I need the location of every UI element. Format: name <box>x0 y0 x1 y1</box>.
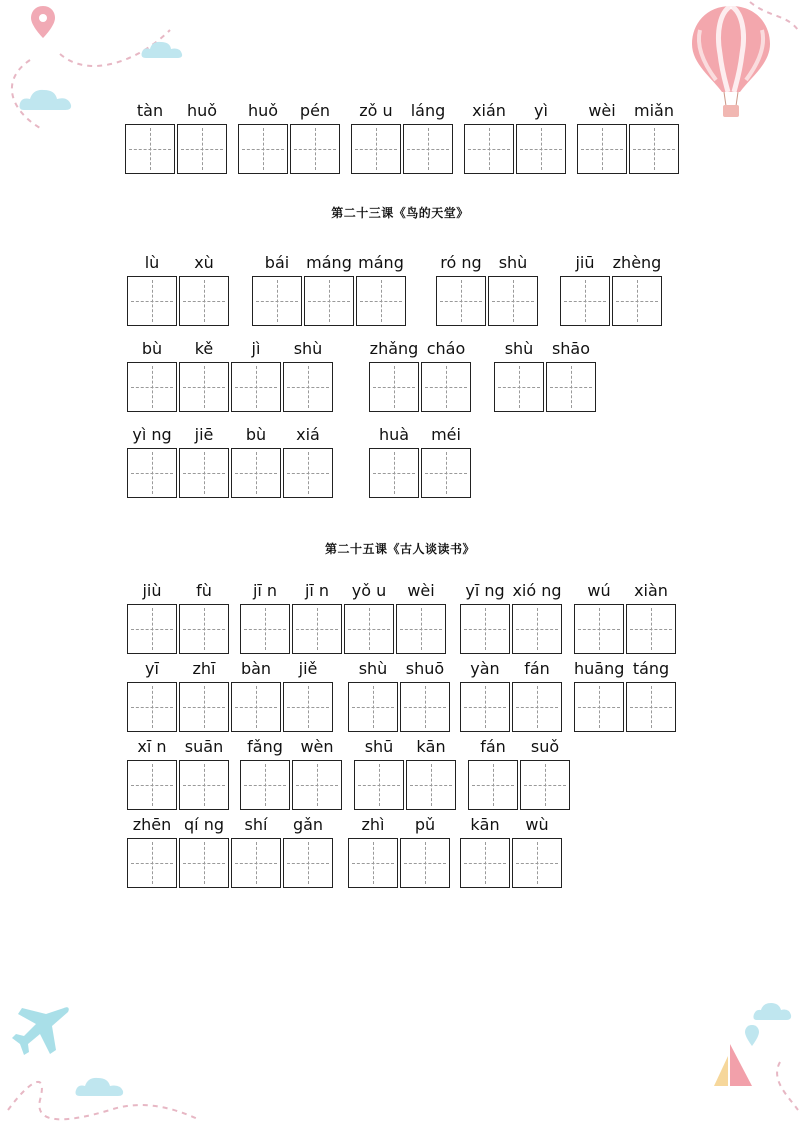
pinyin-label: yàn <box>470 659 500 678</box>
writing-grid <box>348 682 450 732</box>
cloud-icon <box>140 38 184 60</box>
tianzige-cell <box>231 448 281 498</box>
tianzige-cell <box>290 124 340 174</box>
lesson-title-23: 第二十三课《鸟的天堂》 <box>331 206 469 220</box>
pinyin-label: kě <box>194 339 214 358</box>
writing-grid <box>252 276 406 326</box>
tianzige-cell <box>369 362 419 412</box>
pinyin-label: shí <box>244 815 268 834</box>
writing-grid <box>127 682 333 732</box>
pinyin-label: láng <box>410 101 446 120</box>
word-row <box>0 658 800 738</box>
pinyin-label: yǒ u <box>351 581 387 600</box>
pinyin-label: kān <box>416 737 446 756</box>
writing-grid <box>574 682 676 732</box>
cloud-icon <box>74 1074 126 1098</box>
pinyin-label: suān <box>184 737 224 756</box>
writing-grid <box>460 838 562 888</box>
tianzige-cell <box>283 682 333 732</box>
tianzige-cell <box>179 838 229 888</box>
pinyin-label: fán <box>524 659 550 678</box>
pinyin-label: shāo <box>551 339 591 358</box>
writing-grid <box>460 682 562 732</box>
pinyin-label: yī <box>145 659 159 678</box>
tianzige-cell <box>403 124 453 174</box>
tianzige-cell <box>127 276 177 326</box>
tianzige-cell <box>348 838 398 888</box>
tianzige-cell <box>421 362 471 412</box>
writing-grid <box>464 124 566 174</box>
writing-grid <box>369 448 471 498</box>
writing-grid <box>240 760 342 810</box>
writing-grid <box>348 838 450 888</box>
writing-grid <box>436 276 538 326</box>
tianzige-cell <box>488 276 538 326</box>
tianzige-cell <box>283 362 333 412</box>
tianzige-cell <box>179 682 229 732</box>
tianzige-cell <box>369 448 419 498</box>
pinyin-label: wèn <box>300 737 334 756</box>
writing-grid <box>127 838 333 888</box>
writing-grid <box>574 604 676 654</box>
writing-grid <box>369 362 471 412</box>
pinyin-label: miǎn <box>634 101 674 120</box>
tianzige-cell <box>468 760 518 810</box>
writing-grid <box>127 276 229 326</box>
pinyin-label: jiù <box>142 581 162 600</box>
tianzige-cell <box>127 362 177 412</box>
tianzige-cell <box>512 838 562 888</box>
tianzige-cell <box>283 838 333 888</box>
tianzige-cell <box>252 276 302 326</box>
pinyin-label: shù <box>498 253 528 272</box>
pinyin-label: huǒ <box>247 101 279 120</box>
tianzige-cell <box>574 604 624 654</box>
writing-grid <box>127 760 229 810</box>
pinyin-label: fù <box>196 581 212 600</box>
dashed-path-decoration <box>740 0 800 40</box>
tianzige-cell <box>354 760 404 810</box>
pinyin-label: xián <box>472 101 506 120</box>
pinyin-label: wú <box>587 581 611 600</box>
writing-grid <box>560 276 662 326</box>
pinyin-label: zǒ u <box>359 101 393 120</box>
tianzige-cell <box>356 276 406 326</box>
tianzige-cell <box>626 682 676 732</box>
pinyin-label: táng <box>632 659 670 678</box>
pinyin-label: bái <box>264 253 290 272</box>
pinyin-label: xió ng <box>512 581 562 600</box>
writing-grid <box>238 124 340 174</box>
tianzige-cell <box>577 124 627 174</box>
tianzige-cell <box>516 124 566 174</box>
tianzige-cell <box>406 760 456 810</box>
word-row <box>0 580 800 660</box>
pinyin-label: zhèng <box>612 253 662 272</box>
word-row <box>0 100 800 180</box>
tianzige-cell <box>125 124 175 174</box>
pinyin-label: jiū <box>575 253 595 272</box>
pinyin-label: zhì <box>361 815 385 834</box>
word-row <box>0 424 800 504</box>
pinyin-label: jiē <box>194 425 214 444</box>
tianzige-cell <box>238 124 288 174</box>
word-row <box>0 252 800 332</box>
tianzige-cell <box>574 682 624 732</box>
tianzige-cell <box>436 276 486 326</box>
pinyin-label: shuō <box>405 659 445 678</box>
dashed-path-decoration <box>740 1060 800 1132</box>
tianzige-cell <box>127 448 177 498</box>
tianzige-cell <box>231 838 281 888</box>
pinyin-label: xiàn <box>634 581 668 600</box>
pinyin-label: lù <box>144 253 160 272</box>
map-pin-icon <box>28 4 58 42</box>
cloud-icon <box>752 1000 792 1022</box>
pinyin-label: máng <box>306 253 352 272</box>
tianzige-cell <box>177 124 227 174</box>
pinyin-label: wèi <box>407 581 435 600</box>
pinyin-label: jiě <box>298 659 318 678</box>
writing-grid <box>468 760 570 810</box>
lesson-title-25: 第二十五课《古人谈读书》 <box>324 542 475 556</box>
pinyin-label: fǎng <box>247 737 283 756</box>
tianzige-cell <box>348 682 398 732</box>
tianzige-cell <box>400 838 450 888</box>
word-row <box>0 338 800 418</box>
writing-grid <box>494 362 596 412</box>
tianzige-cell <box>127 838 177 888</box>
pinyin-label: shù <box>358 659 388 678</box>
pinyin-label: yì ng <box>132 425 172 444</box>
pinyin-label: jī n <box>252 581 278 600</box>
tianzige-cell <box>127 604 177 654</box>
tianzige-cell <box>344 604 394 654</box>
tianzige-cell <box>520 760 570 810</box>
writing-grid <box>240 604 446 654</box>
tianzige-cell <box>612 276 662 326</box>
pinyin-label: suǒ <box>530 737 560 756</box>
tianzige-cell <box>460 682 510 732</box>
tianzige-cell <box>240 604 290 654</box>
tianzige-cell <box>351 124 401 174</box>
pinyin-label: jì <box>251 339 261 358</box>
tianzige-cell <box>179 362 229 412</box>
pinyin-label: bù <box>245 425 267 444</box>
pinyin-label: huà <box>378 425 410 444</box>
pinyin-label: xī n <box>137 737 167 756</box>
pinyin-label: xù <box>194 253 214 272</box>
dashed-path-decoration <box>0 1040 200 1132</box>
tianzige-cell <box>127 760 177 810</box>
pinyin-label: cháo <box>426 339 466 358</box>
tianzige-cell <box>231 682 281 732</box>
pinyin-label: yī ng <box>465 581 505 600</box>
pinyin-label: huāng <box>574 659 625 678</box>
airplane-icon <box>12 1002 72 1058</box>
writing-grid <box>354 760 456 810</box>
writing-grid <box>127 604 229 654</box>
tianzige-cell <box>460 604 510 654</box>
tianzige-cell <box>240 760 290 810</box>
pinyin-label: wèi <box>588 101 616 120</box>
tianzige-cell <box>231 362 281 412</box>
tianzige-cell <box>292 604 342 654</box>
tianzige-cell <box>292 760 342 810</box>
writing-grid <box>127 362 333 412</box>
pinyin-label: bàn <box>240 659 272 678</box>
tianzige-cell <box>304 276 354 326</box>
tianzige-cell <box>494 362 544 412</box>
pinyin-label: ró ng <box>440 253 482 272</box>
writing-grid <box>127 448 333 498</box>
pinyin-label: qí ng <box>184 815 224 834</box>
pinyin-label: shū <box>364 737 394 756</box>
tianzige-cell <box>127 682 177 732</box>
tianzige-cell <box>400 682 450 732</box>
pinyin-label: huǒ <box>186 101 218 120</box>
pinyin-label: gǎn <box>292 815 324 834</box>
pinyin-label: méi <box>431 425 461 444</box>
sailboat-icon <box>708 1040 758 1090</box>
tianzige-cell <box>560 276 610 326</box>
location-pin-icon <box>744 1024 760 1048</box>
pinyin-label: pǔ <box>414 815 436 834</box>
pinyin-label: jī n <box>304 581 330 600</box>
pinyin-label: yì <box>534 101 548 120</box>
pinyin-label: máng <box>358 253 404 272</box>
tianzige-cell <box>629 124 679 174</box>
pinyin-label: zhǎng <box>369 339 419 358</box>
writing-grid <box>351 124 453 174</box>
tianzige-cell <box>546 362 596 412</box>
tianzige-cell <box>283 448 333 498</box>
pinyin-label: shù <box>293 339 323 358</box>
tianzige-cell <box>512 682 562 732</box>
writing-grid <box>460 604 562 654</box>
tianzige-cell <box>396 604 446 654</box>
writing-grid <box>125 124 227 174</box>
word-row <box>0 736 800 816</box>
tianzige-cell <box>626 604 676 654</box>
tianzige-cell <box>460 838 510 888</box>
word-row <box>0 814 800 894</box>
pinyin-label: fán <box>480 737 506 756</box>
tianzige-cell <box>179 448 229 498</box>
tianzige-cell <box>421 448 471 498</box>
pinyin-label: xiá <box>296 425 320 444</box>
pinyin-label: tàn <box>136 101 164 120</box>
tianzige-cell <box>179 604 229 654</box>
pinyin-label: wù <box>525 815 549 834</box>
pinyin-label: shù <box>504 339 534 358</box>
writing-grid <box>577 124 679 174</box>
pinyin-label: kān <box>470 815 500 834</box>
tianzige-cell <box>179 276 229 326</box>
tianzige-cell <box>512 604 562 654</box>
pinyin-label: zhēn <box>132 815 172 834</box>
tianzige-cell <box>464 124 514 174</box>
pinyin-label: bù <box>141 339 163 358</box>
pinyin-label: pén <box>299 101 331 120</box>
tianzige-cell <box>179 760 229 810</box>
pinyin-label: zhī <box>192 659 216 678</box>
